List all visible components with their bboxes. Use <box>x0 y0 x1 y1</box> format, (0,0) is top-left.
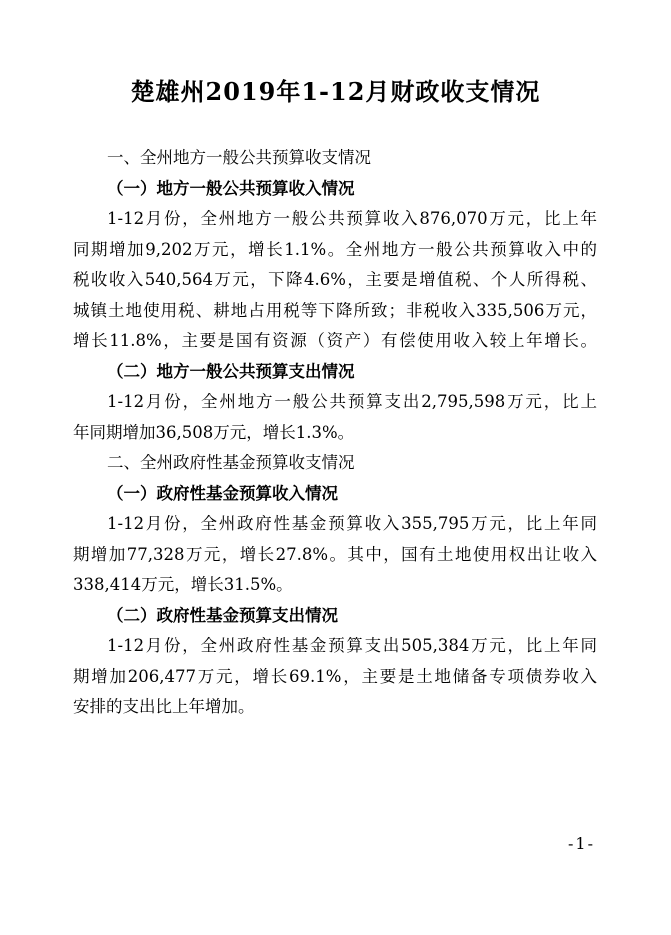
paragraph <box>73 204 597 357</box>
paragraph-line: 338,414万元，增长31.5%。 <box>73 575 293 594</box>
paragraph-line: 1-12月份，全州地方一般公共预算收入876,070万元，比上年 <box>107 209 597 228</box>
paragraph-line: 1-12月份，全州地方一般公共预算支出2,795,598万元，比上 <box>107 392 597 411</box>
paragraph-line: 1-12月份，全州政府性基金预算支出505,384万元，比上年同 <box>107 636 597 655</box>
subsection-heading: （二）政府性基金预算支出情况 <box>107 605 338 625</box>
section-heading: 一、全州地方一般公共预算收支情况 <box>107 148 371 167</box>
paragraph-line: 年同期增加36,508万元，增长1.3%。 <box>73 422 355 442</box>
section-heading: 二、全州政府性基金预算收支情况 <box>107 453 355 472</box>
paragraph-line: 同期增加9,202万元，增长1.1%。全州地方一般公共预算收入中的 <box>73 239 597 259</box>
paragraph-line: 1-12月份，全州政府性基金预算收入355,795万元，比上年同 <box>107 514 597 533</box>
subsection-heading: （一）政府性基金预算收入情况 <box>107 483 338 503</box>
paragraph-line: 期增加206,477万元，增长69.1%，主要是土地储备专项债券收入 <box>73 666 597 686</box>
paragraph-line: 税收收入540,564万元，下降4.6%，主要是增值税、个人所得税、 <box>73 270 597 289</box>
paragraph <box>73 509 597 601</box>
paragraph <box>73 631 597 723</box>
paragraph-line: 期增加77,328万元，增长27.8%。其中，国有土地使用权出让收入 <box>73 544 597 564</box>
paragraph-line: 安排的支出比上年增加。 <box>73 697 255 716</box>
paragraph-line: 城镇土地使用税、耕地占用税等下降所致；非税收入335,506万元， <box>73 300 597 320</box>
subsection-heading: （二）地方一般公共预算支出情况 <box>107 361 355 381</box>
subsection-heading: （一）地方一般公共预算收入情况 <box>107 178 355 198</box>
paragraph <box>73 387 597 448</box>
document-title: 楚雄州2019年1-12月财政收支情况 <box>130 77 541 106</box>
document-body <box>73 143 597 723</box>
paragraph-line: 增长11.8%，主要是国有资源（资产）有偿使用收入较上年增长。 <box>73 331 597 350</box>
page-number: -1- <box>568 834 595 853</box>
